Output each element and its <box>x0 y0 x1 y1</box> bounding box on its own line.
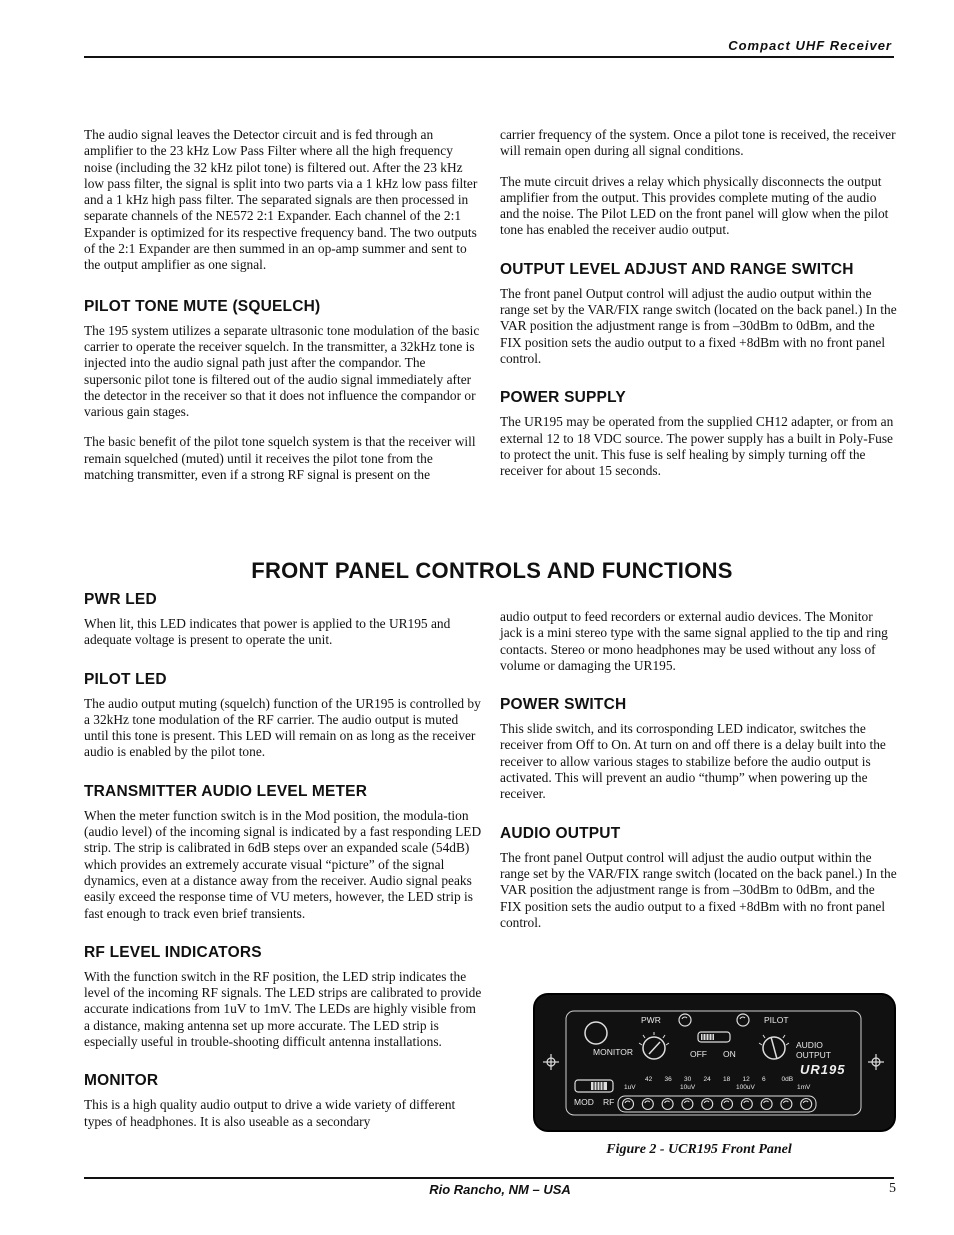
model-label: UR195 <box>800 1062 846 1077</box>
meter-heading: TRANSMITTER AUDIO LEVEL METER <box>84 782 368 800</box>
pwr-led-paragraph: When lit, this LED indicates that power is applied to the UR195 and adequate voltage is present to operate the unit. <box>84 616 451 648</box>
meter-led-icon <box>682 1099 693 1110</box>
bottom-left-column <box>84 587 482 1144</box>
header-rule <box>84 56 894 58</box>
rf-level-paragraph: With the function switch in the RF position, the LED strip indicates the level of the incoming RF signals. The LED strips are calibrated to provide accurate indications from 1uV to 1mV. The LEDs are highly visible from a distance, making antenna set up more accurate. The LED strip is especially useful in trouble-shooting difficult antenna installations. <box>84 968 482 1050</box>
pwr-led-heading: PWR LED <box>84 591 157 608</box>
meter-led-icon <box>623 1099 634 1110</box>
off-label: OFF <box>690 1049 707 1059</box>
rf-scale-label: 10uV <box>680 1084 696 1091</box>
page-number: 5 <box>889 1181 896 1196</box>
pilot-tone-paragraph-2: The basic benefit of the pilot tone squelch system is that the receiver will remain squelched (muted) until it receives the pilot tone from the matching transmitter, even if a strong RF signal is present on the <box>84 434 476 483</box>
top-right-column <box>500 127 898 493</box>
rf-level-heading: RF LEVEL INDICATORS <box>84 943 262 961</box>
meter-led-icon <box>741 1099 752 1110</box>
pilot-label: PILOT <box>764 1015 789 1025</box>
section-title: FRONT PANEL CONTROLS AND FUNCTIONS <box>251 558 733 583</box>
front-panel-figure <box>533 993 896 1132</box>
power-supply-heading: POWER SUPPLY <box>500 389 626 407</box>
monitor-jack-icon[interactable] <box>585 1022 607 1044</box>
footer-rule <box>84 1177 894 1179</box>
output-level-paragraph: The front panel Output control will adjust the audio output within the range set by the VAR/FIX range switch (located on the back panel.) In the VAR position the adjustment range is from –30dBm to 0dBm, and the FIX position sets the audio output to a fixed +8dBm with no front panel control. <box>500 285 897 366</box>
rf-scale-label: 1uV <box>624 1084 636 1091</box>
header-title: Compact UHF Receiver <box>728 38 892 53</box>
power-switch-heading: POWER SWITCH <box>500 696 627 714</box>
db-scale-label: 6 <box>762 1076 766 1083</box>
footer-location: Rio Rancho, NM – USA <box>429 1182 571 1197</box>
pwr-label: PWR <box>641 1015 661 1025</box>
meter-led-icon <box>761 1099 772 1110</box>
mod-label: MOD <box>574 1097 594 1107</box>
power-supply-paragraph: The UR195 may be operated from the supplied CH12 adapter, or from an external 12 to 18 VDC source. The power supply has a built in Poly-Fuse to protect the unit. This fuse is self healing by simply turning off the receiver for about 15 seconds. <box>500 414 894 479</box>
power-switch-icon[interactable] <box>698 1032 730 1042</box>
mod-rf-switch-icon[interactable] <box>575 1080 613 1092</box>
db-scale-label: 0dB <box>781 1076 794 1083</box>
power-switch-paragraph: This slide switch, and its corrosponding LED indicator, switches the receiver from Off to On. At turn on and off there is a delay built into the receiver to allow various stages to stabilize before the audio output is activated. This will prevent an audio “thump” when powering up the receiver. <box>500 721 886 802</box>
rf-label: RF <box>603 1097 615 1107</box>
intro-paragraph: The audio signal leaves the Detector circuit and is fed through an amplifier to the 23 kHz Low Pass Filter where all the high frequency noise (including the 32 kHz pilot tone) is filtered out. After the 23 kHz low pass filter, the signal is split into two parts via a 1 kHz low pass filter and a 1 kHz high pass filter. The separated signals are then processed in separate channels of the NE572 2:1 Expander. Each channel of the 2:1 Expander is optimized for its respective frequency band. The two outputs of the 2:1 Expander are then summed in an op-amp summer and sent to the output amplifier as one signal. <box>84 127 478 273</box>
monitor-paragraph: This is a high quality audio output to drive a wide variety of different types of headphones. It is also useable as a secondary <box>84 1097 456 1129</box>
audio-output-heading: AUDIO OUTPUT <box>500 824 621 842</box>
output-label: OUTPUT <box>796 1050 831 1060</box>
rf-scale-label: 100uV <box>736 1084 755 1091</box>
rf-scale-label: 1mV <box>797 1084 811 1091</box>
db-scale-label: 42 <box>645 1076 653 1083</box>
db-scale-label: 30 <box>684 1076 692 1083</box>
monitor-heading: MONITOR <box>84 1072 159 1090</box>
pilot-led-heading: PILOT LED <box>84 670 167 688</box>
audio-label: AUDIO <box>796 1040 823 1050</box>
meter-paragraph: When the meter function switch is in the Mod position, the modula-tion (audio level) of the incoming signal is indicated by a fast responding LED strip. The strip is calibrated in 6dB steps over an expanded scale (54dB) which provides an extremely accurate visual “picture” of the signal dynamics, even at a distance away from the receiver. Audio signal peaks easily exceed the response time of VU meters, however, the LED strip is fast enough to track even brief transients. <box>84 807 482 921</box>
pilot-tone-paragraph-1: The 195 system utilizes a separate ultrasonic tone modulation of the basic carrier to operate the receiver squelch. In the transmitter, a 32kHz tone is injected into the audio signal path just after the compandor. The supersonic pilot tone is filtered out of the audio signal immediately after the detector in the receiver so that it does not influence the compandor or various gain stages. <box>84 322 480 420</box>
meter-led-icon <box>662 1099 673 1110</box>
pwr-led-icon <box>679 1014 691 1026</box>
monitor-continued-paragraph: audio output to feed recorders or external audio devices. The Monitor jack is a mini stereo type with the same signal applied to the tip and ring contacts. Stereo or mono headphones may be used without any loss of volume or damaging the UR195. <box>500 609 888 673</box>
db-scale-label: 12 <box>742 1076 750 1083</box>
monitor-label: MONITOR <box>593 1047 633 1057</box>
pilot-led-icon <box>737 1014 749 1026</box>
meter-led-icon <box>801 1099 812 1110</box>
bottom-right-column <box>500 609 898 945</box>
meter-led-icon <box>642 1099 653 1110</box>
pilot-led-paragraph: The audio output muting (squelch) function of the UR195 is controlled by a 32kHz tone modulation of the RF carrier. The audio output is muted until this tone is present. This LED will remain on as long as the receiver audio is enabled by the pilot tone. <box>84 695 481 760</box>
db-scale-label: 18 <box>723 1076 731 1083</box>
pilot-tone-heading: PILOT TONE MUTE (SQUELCH) <box>84 297 321 315</box>
db-scale-label: 24 <box>703 1076 711 1083</box>
figure-caption: Figure 2 - UCR195 Front Panel <box>606 1142 792 1157</box>
carrier-paragraph: carrier frequency of the system. Once a pilot tone is received, the receiver will remain open during all signal conditions. <box>500 127 896 159</box>
mute-paragraph: The mute circuit drives a relay which physically disconnects the output amplifier from the output. This provides complete muting of the audio and the noise. The Pilot LED on the front panel will glow when the pilot tone has enabled the receiver audio output. <box>500 173 889 238</box>
output-level-heading: OUTPUT LEVEL ADJUST AND RANGE SWITCH <box>500 260 854 278</box>
meter-led-icon <box>722 1099 733 1110</box>
db-scale-label: 36 <box>664 1076 672 1083</box>
top-left-column <box>84 127 482 497</box>
audio-output-paragraph: The front panel Output control will adjust the audio output within the range set by the VAR/FIX range switch (located on the back panel.) In the VAR position the adjustment range is from –30dBm to 0dBm, and the FIX position sets the audio output to a fixed +8dBm with no front panel control. <box>500 849 897 930</box>
on-label: ON <box>723 1049 736 1059</box>
meter-led-icon <box>781 1099 792 1110</box>
meter-led-icon <box>702 1099 713 1110</box>
